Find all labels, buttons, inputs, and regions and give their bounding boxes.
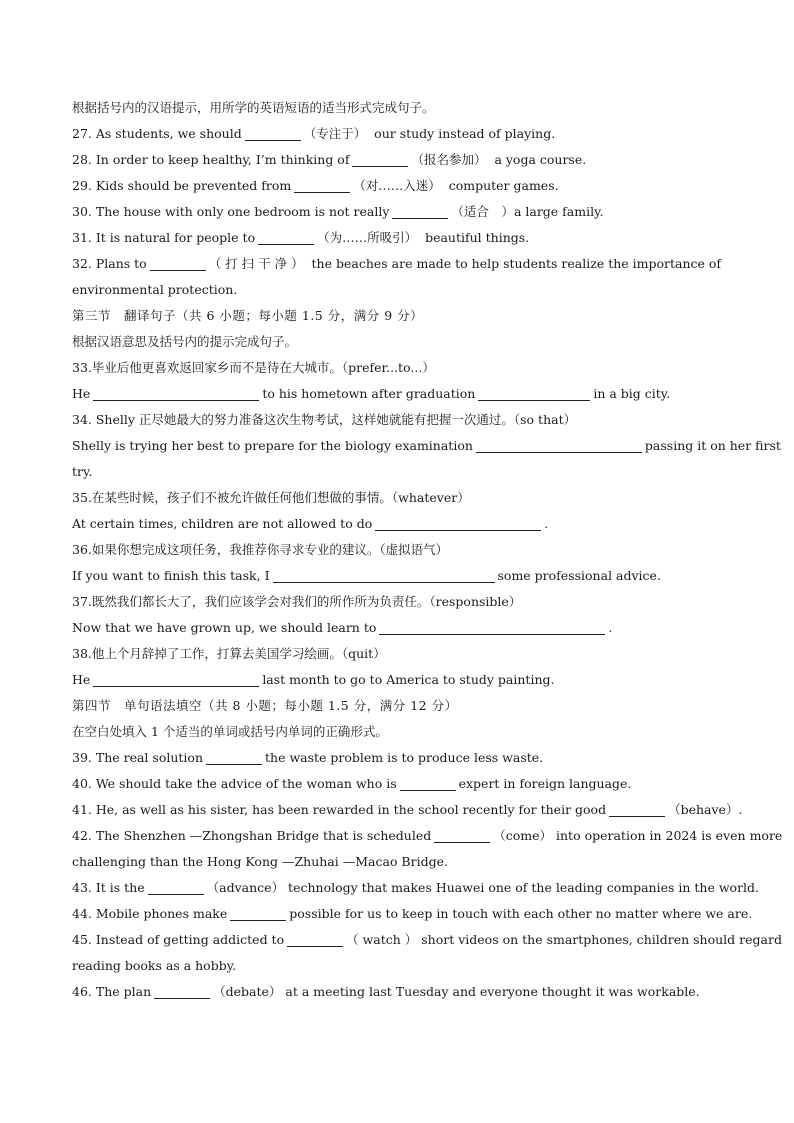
question-43: [72, 875, 760, 901]
chinese-prompt: 34. Shelly 正尽她最大的努力准备这次生物考试，这样她就能有把握一次通过。（so that）: [72, 412, 577, 427]
answer-blank[interactable]: [93, 672, 259, 687]
exam-page: [72, 95, 783, 1005]
question-38-answer: [72, 667, 722, 693]
answer-blank[interactable]: [150, 256, 206, 271]
question-27: [72, 121, 722, 147]
question-37-prompt: [72, 589, 722, 615]
answer-blank[interactable]: [434, 828, 490, 843]
question-35-prompt: [72, 485, 722, 511]
section-heading: 第四节 单句语法填空（共 8 小题；每小题 1.5 分，满分 12 分）: [72, 698, 458, 713]
question-30: [72, 199, 722, 225]
question-35-answer: [72, 511, 722, 537]
question-text: 31. It is natural for people to: [72, 230, 256, 245]
question-34-prompt: [72, 407, 722, 433]
question-37-answer: [72, 615, 722, 641]
answer-text: Shelly is trying her best to prepare for the biology examination: [72, 438, 473, 453]
question-text: 43. It is the: [72, 880, 145, 895]
question-text: （advance） technology that makes Huawei one of the leading companies in the world.: [206, 880, 760, 895]
question-28: [72, 147, 722, 173]
chinese-hint: （ 打 扫 干 净 ）: [208, 256, 304, 271]
question-text: 40. We should take the advice of the woman who is: [72, 776, 397, 791]
question-text: reading books as a hobby.: [72, 958, 237, 973]
question-44: [72, 901, 753, 927]
chinese-hint: （专注于）: [303, 126, 367, 141]
question-32: [72, 251, 722, 277]
question-text: 32. Plans to: [72, 256, 147, 271]
question-32-continued: [72, 277, 722, 303]
answer-blank[interactable]: [400, 776, 456, 791]
chinese-hint: （报名参加）: [411, 152, 487, 167]
question-36-answer: [72, 563, 722, 589]
answer-text: At certain times, children are not allowed to do: [72, 516, 373, 531]
question-45-continued: [72, 953, 722, 979]
answer-text: He: [72, 386, 91, 401]
instruction-text: 根据括号内的汉语提示，用所学的英语短语的适当形式完成句子。: [72, 100, 435, 115]
question-text: （debate） at a meeting last Tuesday and everyone thought it was workable.: [213, 984, 700, 999]
question-text: 42. The Shenzhen —Zhongshan Bridge that is scheduled: [72, 828, 432, 843]
question-text: our study instead of playing.: [374, 126, 556, 141]
section-4-title: [72, 693, 722, 719]
answer-blank[interactable]: [609, 802, 665, 817]
answer-blank[interactable]: [258, 230, 314, 245]
chinese-hint: （为……所吸引）: [317, 230, 418, 245]
question-text: possible for us to keep in touch with each other no matter where we are.: [289, 906, 753, 921]
question-38-prompt: [72, 641, 722, 667]
answer-text: passing it on her first: [644, 438, 781, 453]
answer-text: If you want to finish this task, I: [72, 568, 270, 583]
question-33-prompt: [72, 355, 722, 381]
question-text: 27. As students, we should: [72, 126, 242, 141]
section-heading: 第三节 翻译句子（共 6 小题；每小题 1.5 分，满分 9 分）: [72, 308, 424, 323]
answer-text: try.: [72, 464, 93, 479]
chinese-prompt: 37.既然我们都长大了，我们应该学会对我们的所作所为负责任。（responsible）: [72, 594, 522, 609]
answer-text: He: [72, 672, 91, 687]
question-text: a yoga course.: [494, 152, 587, 167]
answer-blank[interactable]: [245, 126, 301, 141]
answer-text: .: [544, 516, 549, 531]
question-text: 41. He, as well as his sister, has been rewarded in the school recently for their good: [72, 802, 607, 817]
question-text: 29. Kids should be prevented from: [72, 178, 292, 193]
question-text: environmental protection.: [72, 282, 238, 297]
answer-blank[interactable]: [93, 386, 259, 401]
answer-blank[interactable]: [273, 568, 495, 583]
answer-blank[interactable]: [478, 386, 590, 401]
question-text: （behave）.: [668, 802, 743, 817]
instruction-text: 在空白处填入 1 个适当的单词或括号内单词的正确形式。: [72, 724, 388, 739]
answer-text: last month to go to America to study painting.: [262, 672, 555, 687]
question-text: 28. In order to keep healthy, I’m thinking of: [72, 152, 350, 167]
question-text: the waste problem is to produce less waste.: [265, 750, 544, 765]
question-text: 45. Instead of getting addicted to: [72, 932, 285, 947]
chinese-hint: （对……入迷）: [353, 178, 441, 193]
section-3-title: [72, 303, 722, 329]
answer-blank[interactable]: [352, 152, 408, 167]
answer-blank[interactable]: [148, 880, 204, 895]
instruction-text: 根据汉语意思及括号内的提示完成句子。: [72, 334, 298, 349]
answer-blank[interactable]: [476, 438, 642, 453]
question-34-answer: [72, 433, 781, 459]
question-46: [72, 979, 722, 1005]
question-45: [72, 927, 782, 953]
answer-text: in a big city.: [593, 386, 671, 401]
question-36-prompt: [72, 537, 722, 563]
chinese-prompt: 35.在某些时候，孩子们不被允许做任何他们想做的事情。（whatever）: [72, 490, 470, 505]
chinese-hint: （适合 ）: [451, 204, 514, 219]
answer-blank[interactable]: [154, 984, 210, 999]
question-text: the beaches are made to help students realize the importance of: [311, 256, 722, 271]
part-intro: [72, 95, 722, 121]
question-text: expert in foreign language.: [458, 776, 632, 791]
question-39: [72, 745, 722, 771]
question-34-continued: [72, 459, 722, 485]
answer-blank[interactable]: [287, 932, 343, 947]
chinese-prompt: 38.他上个月辞掉了工作，打算去美国学习绘画。（quit）: [72, 646, 386, 661]
question-text: 44. Mobile phones make: [72, 906, 228, 921]
question-text: （come） into operation in 2024 is even more: [493, 828, 783, 843]
answer-text: to his hometown after graduation: [262, 386, 476, 401]
answer-blank[interactable]: [379, 620, 605, 635]
chinese-prompt: 33.毕业后他更喜欢返回家乡而不是待在大城市。（prefer...to...）: [72, 360, 435, 375]
question-42-continued: [72, 849, 722, 875]
section-4-intro: [72, 719, 722, 745]
answer-blank[interactable]: [206, 750, 262, 765]
question-31: [72, 225, 722, 251]
question-text: challenging than the Hong Kong —Zhuhai —Macao Bridge.: [72, 854, 448, 869]
question-text: computer games.: [448, 178, 559, 193]
question-42: [72, 823, 783, 849]
question-text: 46. The plan: [72, 984, 152, 999]
answer-text: .: [608, 620, 613, 635]
question-text: 39. The real solution: [72, 750, 203, 765]
question-text: beautiful things.: [425, 230, 530, 245]
question-40: [72, 771, 722, 797]
question-33-answer: [72, 381, 722, 407]
question-text: 30. The house with only one bedroom is not really: [72, 204, 390, 219]
question-text: （ watch ） short videos on the smartphones, children should regard: [346, 932, 782, 947]
chinese-prompt: 36.如果你想完成这项任务，我推荐你寻求专业的建议。（虚拟语气）: [72, 542, 449, 557]
answer-blank[interactable]: [294, 178, 350, 193]
question-29: [72, 173, 722, 199]
answer-text: some professional advice.: [497, 568, 661, 583]
question-41: [72, 797, 743, 823]
question-text: a large family.: [513, 204, 604, 219]
answer-blank[interactable]: [392, 204, 448, 219]
answer-text: Now that we have grown up, we should learn to: [72, 620, 377, 635]
section-3-intro: [72, 329, 722, 355]
answer-blank[interactable]: [375, 516, 541, 531]
answer-blank[interactable]: [230, 906, 286, 921]
